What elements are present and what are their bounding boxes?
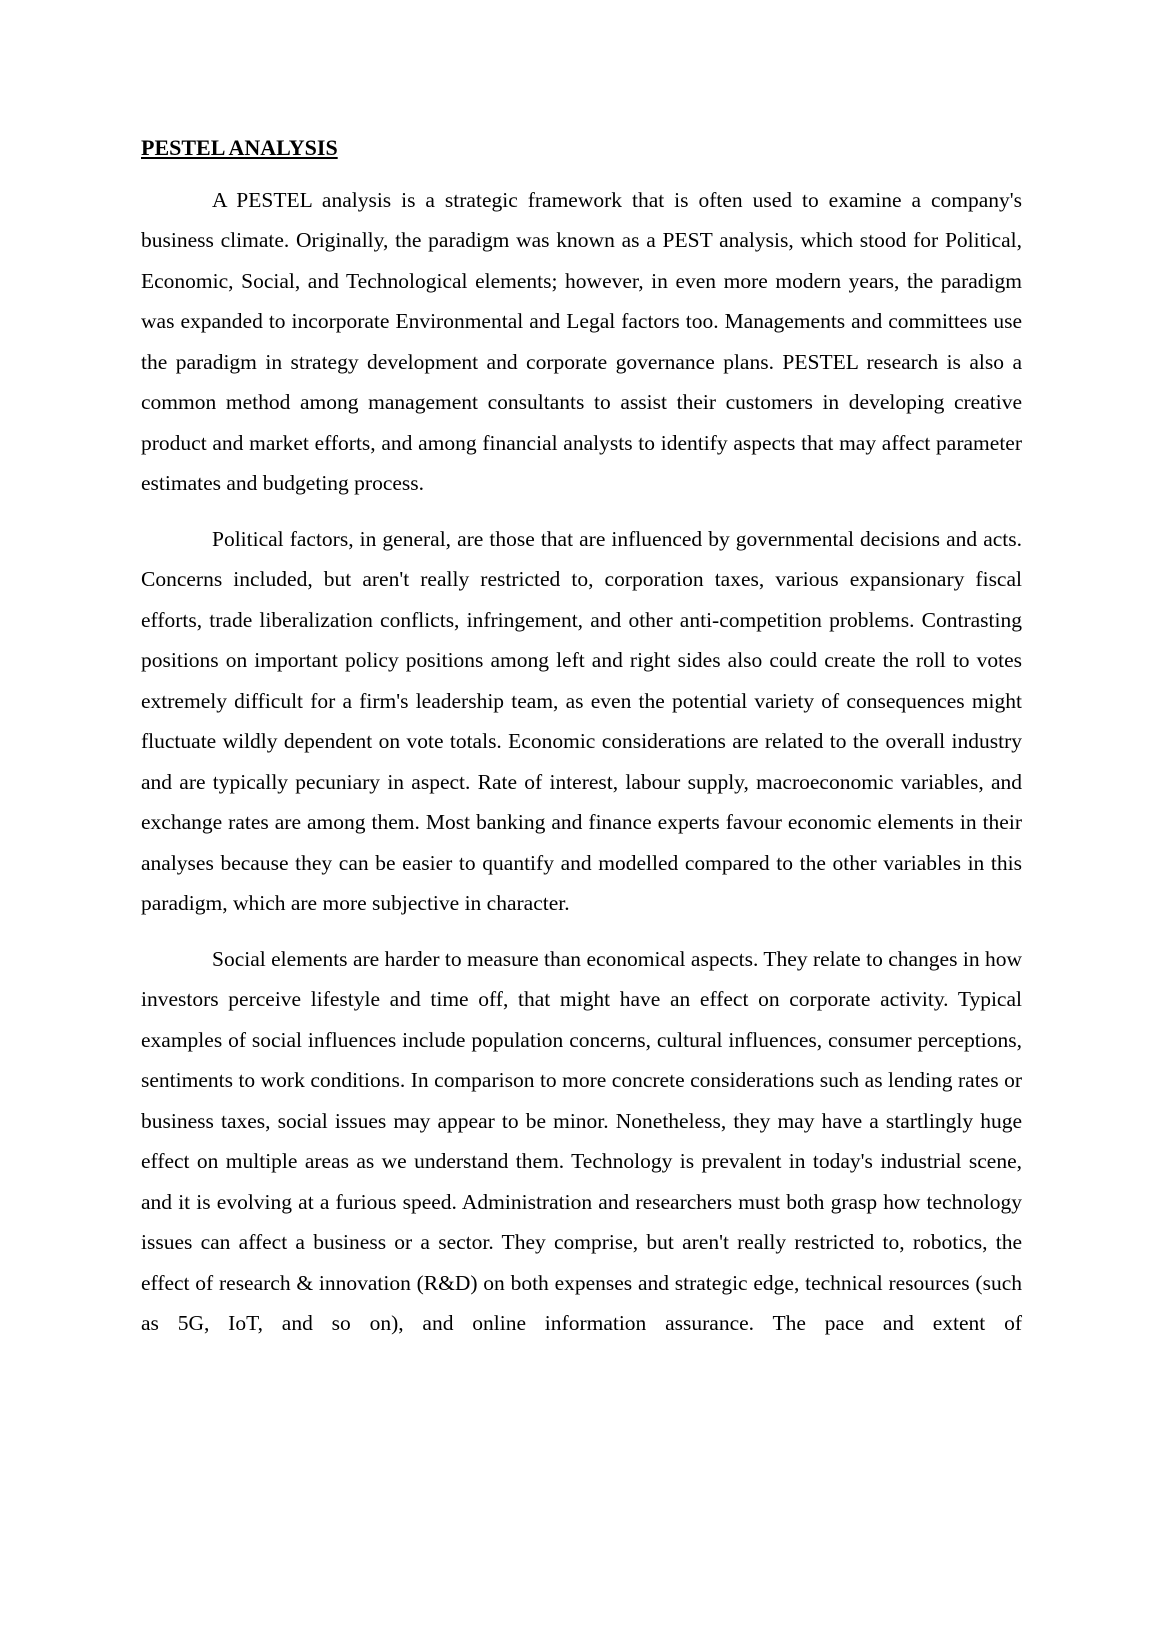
paragraph-intro: A PESTEL analysis is a strategic framework that is often used to examine a company's business climate. Originally, the paradigm was known as a PEST analysis, which stood for Political, Economic, Social, and Technological elements; however, in even more modern years, the paradigm was expanded to incorporate Environmental and Legal factors too. Managements and committees use the paradigm in strategy development and corporate governance plans. PESTEL research is also a common method among management consultants to assist their customers in developing creative product and market efforts, and among financial analysts to identify aspects that may affect parameter estimates and budgeting process. xyxy=(141,187,1022,496)
section-heading: PESTEL ANALYSIS xyxy=(141,135,338,160)
paragraph-political-economic: Political factors, in general, are those that are influenced by governmental decisions and acts. Concerns included, but aren't really restricted to, corporation taxes, various expansionary fiscal efforts, trade liberalization conflicts, infringement, and other anti-competition problems. Contrasting positions on important policy positions among left and right sides also could create the roll to votes extremely difficult for a firm's leadership team, as even the potential variety of consequences might fluctuate wildly dependent on vote totals. Economic considerations are related to the overall industry and are typically pecuniary in aspect. Rate of interest, labour supply, macroeconomic variables, and exchange rates are among them. Most banking and finance experts favour economic elements in their analyses because they can be easier to quantify and modelled compared to the other variables in this paradigm, which are more subjective in character. xyxy=(141,526,1022,916)
document-body xyxy=(141,133,1022,1359)
paragraph-social-technological: Social elements are harder to measure than economical aspects. They relate to changes in how investors perceive lifestyle and time off, that might have an effect on corporate activity. Typical examples of social influences include population concerns, cultural influences, consumer perceptions, sentiments to work conditions. In comparison to more concrete considerations such as lending rates or business taxes, social issues may appear to be minor. Nonetheless, they may have a startlingly huge effect on multiple areas as we understand them. Technology is prevalent in today's industrial scene, and it is evolving at a furious speed. Administration and researchers must both grasp how technology issues can affect a business or a sector. They comprise, but aren't really restricted to, robotics, the effect of research & innovation (R&D) on both expenses and strategic edge, technical resources (such as 5G, IoT, and so on), and online information assurance. The pace and extent of xyxy=(141,946,1022,1336)
